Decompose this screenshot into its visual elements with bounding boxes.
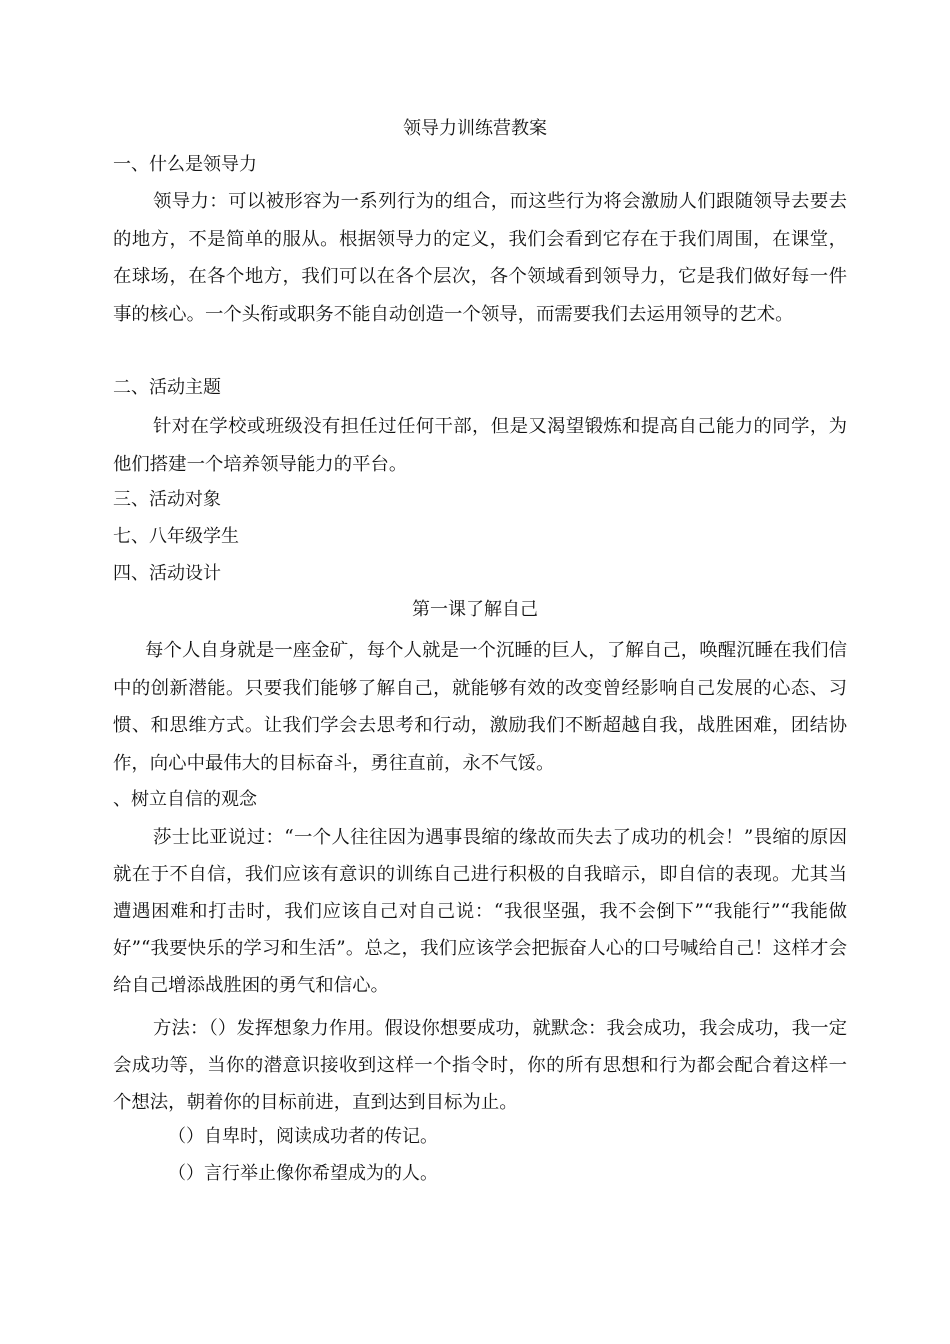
subsection-heading-self-confidence: 、树立自信的观念 [113, 789, 257, 810]
method-item-2: （）言行举止像你希望成为的人。 [168, 1163, 438, 1184]
section-heading-activity-theme: 二、活动主题 [113, 377, 221, 398]
section-heading-activity-target: 三、活动对象 [113, 489, 221, 510]
paragraph-self-confidence: 莎士比亚说过：“一个人往往因为遇事畏缩的缘故而失去了成功的机会！”畏缩的原因就在于不自信，我们应该有意识的训练自己进行积极的自我暗示，即自信的表现。尤其当遭遇困难和打击时，我们应该自己对自己说：“我很坚强，我不会倒下”“我能行”“我能做好”“我要快乐的学习和生活”。总之，我们应该学会把振奋人心的口号喊给自己！这样才会给自己增添战胜困的勇气和信心。 [113, 827, 847, 996]
paragraph-method: 方法：（）发挥想象力作用。假设你想要成功，就默念：我会成功，我会成功，我一定会成功等，当你的潜意识接收到这样一个指令时，你的所有思想和行为都会配合着这样一个想法，朝着你的目标前进，直到达到目标为止。 [113, 1018, 847, 1113]
method-item-1: （）自卑时，阅读成功者的传记。 [168, 1126, 438, 1147]
lesson-title: 第一课了解自己 [412, 599, 538, 620]
paragraph-leadership-definition: 领导力：可以被形容为一系列行为的组合，而这些行为将会激励人们跟随领导去要去的地方，不是简单的服从。根据领导力的定义，我们会看到它存在于我们周围，在课堂，在球场，在各个地方，我们可以在各个层次，各个领域看到领导力，它是我们做好每一件事的核心。一个头衔或职务不能自动创造一个领导，而需要我们去运用领导的艺术。 [113, 191, 847, 325]
paragraph-activity-target: 七、八年级学生 [113, 526, 239, 547]
section-heading-activity-design: 四、活动设计 [113, 563, 221, 584]
paragraph-activity-theme: 针对在学校或班级没有担任过任何干部，但是又渴望锻炼和提高自己能力的同学，为他们搭建一个培养领导能力的平台。 [113, 416, 847, 475]
paragraph-lesson-intro: 每个人自身就是一座金矿，每个人就是一个沉睡的巨人，了解自己，唤醒沉睡在我们信中的创新潜能。只要我们能够了解自己，就能够有效的改变曾经影响自己发展的心态、习惯、和思维方式。让我们学会去思考和行动，激励我们不断超越自我，战胜困难，团结协作，向心中最伟大的目标奋斗，勇往直前，永不气馁。 [113, 640, 847, 774]
document-title: 领导力训练营教案 [403, 118, 547, 139]
section-heading-what-is-leadership: 一、什么是领导力 [113, 154, 257, 175]
